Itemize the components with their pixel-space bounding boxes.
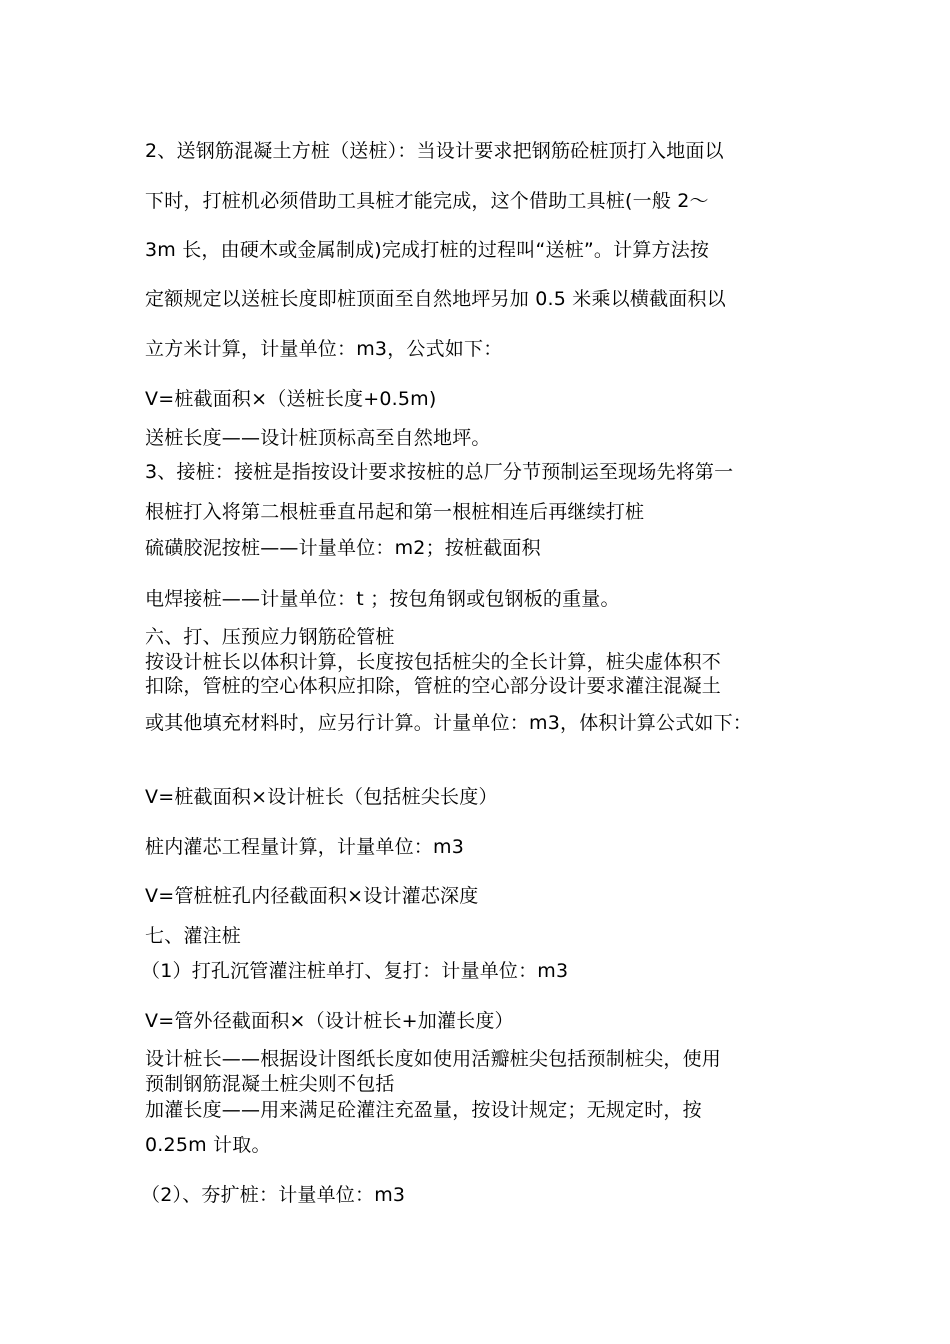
formula-line: V=桩截面积×设计桩长（包括桩尖长度）	[145, 786, 498, 808]
section-heading: 七、灌注桩	[145, 925, 242, 947]
paragraph-line: 桩内灌芯工程量计算，计量单位：m3	[145, 836, 464, 858]
paragraph-line: 0.25m 计取。	[145, 1134, 271, 1156]
subsection-line: （1）打孔沉管灌注桩单打、复打：计量单位：m3	[141, 960, 569, 982]
paragraph-line: 2、送钢筋混凝土方桩（送桩）：当设计要求把钢筋砼桩顶打入地面以	[145, 140, 724, 162]
paragraph-line: 3m 长，由硬木或金属制成)完成打桩的过程叫“送桩”。计算方法按	[145, 239, 710, 261]
paragraph-line: 根桩打入将第二根桩垂直吊起和第一根桩相连后再继续打桩	[145, 501, 645, 523]
paragraph-line: 送桩长度——设计桩顶标高至自然地坪。	[145, 427, 491, 449]
section-heading: 六、打、压预应力钢筋砼管桩	[145, 626, 395, 648]
formula-line: V=管桩桩孔内径截面积×设计灌芯深度	[145, 885, 479, 907]
paragraph-line: 电焊接桩——计量单位：t ；按包角钢或包钢板的重量。	[145, 588, 620, 610]
paragraph-line: 设计桩长——根据设计图纸长度如使用活瓣桩尖包括预制桩尖，使用	[145, 1048, 722, 1070]
subsection-line: （2）、夯扩桩：计量单位：m3	[141, 1184, 406, 1206]
formula-line: V=桩截面积×（送桩长度+0.5m)	[145, 388, 437, 410]
paragraph-line: 立方米计算，计量单位：m3，公式如下：	[145, 338, 503, 360]
formula-line: V=管外径截面积×（设计桩长+加灌长度）	[145, 1010, 514, 1032]
paragraph-line: 硫磺胶泥按桩——计量单位：m2；按桩截面积	[145, 537, 541, 559]
paragraph-line: 预制钢筋混凝土桩尖则不包括	[145, 1073, 395, 1095]
paragraph-line: 或其他填充材料时，应另行计算。计量单位：m3，体积计算公式如下：	[145, 712, 752, 734]
paragraph-line: 下时，打桩机必须借助工具桩才能完成，这个借助工具桩(一般 2～	[145, 190, 709, 212]
paragraph-line: 加灌长度——用来满足砼灌注充盈量，按设计规定；无规定时，按	[145, 1099, 702, 1121]
paragraph-line: 扣除，管桩的空心体积应扣除，管桩的空心部分设计要求灌注混凝土	[145, 675, 722, 697]
paragraph-line: 定额规定以送桩长度即桩顶面至自然地坪另加 0.5 米乘以横截面积以	[145, 288, 726, 310]
section-line: 3、接桩：接桩是指按设计要求按桩的总厂分节预制运至现场先将第一	[145, 461, 734, 483]
paragraph-line: 按设计桩长以体积计算，长度按包括桩尖的全长计算，桩尖虚体积不	[145, 651, 722, 673]
